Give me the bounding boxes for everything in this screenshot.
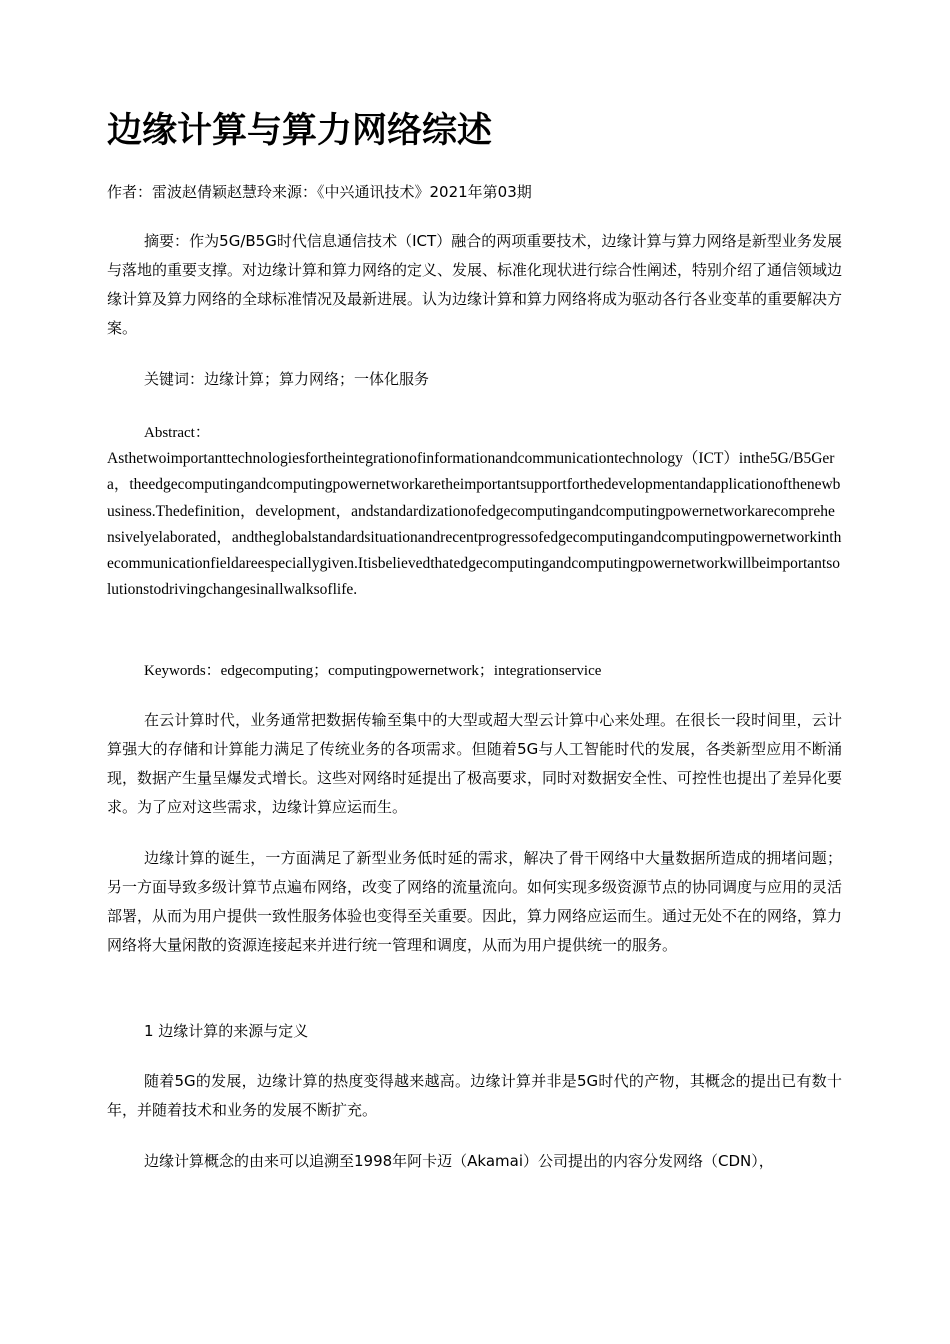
section-1-heading: 1 边缘计算的来源与定义 <box>144 1022 309 1040</box>
byline: 作者：雷波赵倩颖赵慧玲来源：《中兴通讯技术》2021年第03期 <box>107 183 532 201</box>
abstract-cn: 摘要：作为5G/B5G时代信息通信技术（ICT）融合的两项重要技术，边缘计算与算力网络是新型业务发展与落地的重要支撑。对边缘计算和算力网络的定义、发展、标准化现状进行综合性阐述，特别介绍了通信领域边缘计算及算力网络的全球标准情况及最新进展。认为边缘计算和算力网络将成为驱动各行各业变革的重要解决方案。 <box>107 232 843 337</box>
keywords-en: Keywords：edgecomputing；computingpowernetwork；integrationservice <box>144 663 602 679</box>
intro-paragraph-1: 在云计算时代，业务通常把数据传输至集中的大型或超大型云计算中心来处理。在很长一段时间里，云计算强大的存储和计算能力满足了传统业务的各项需求。但随着5G与人工智能时代的发展，各类新型应用不断涌现，数据产生量呈爆发式增长。这些对网络时延提出了极高要求，同时对数据安全性、可控性也提出了差异化要求。为了应对这些需求，边缘计算应运而生。 <box>107 711 843 816</box>
abstract-en-label: Abstract： <box>144 425 210 441</box>
intro-paragraph-2: 边缘计算的诞生，一方面满足了新型业务低时延的需求，解决了骨干网络中大量数据所造成的拥堵问题；另一方面导致多级计算节点遍布网络，改变了网络的流量流向。如何实现多级资源节点的协同调度与应用的灵活部署，从而为用户提供一致性服务体验也变得至关重要。因此，算力网络应运而生。通过无处不在的网络，算力网络将大量闲散的资源连接起来并进行统一管理和调度，从而为用户提供统一的服务。 <box>107 849 843 954</box>
section-1-paragraph-2: 边缘计算概念的由来可以追溯至1998年阿卡迈（Akamai）公司提出的内容分发网络（CDN）， <box>144 1152 774 1170</box>
abstract-en-body: Asthetwoimportanttechnologiesfortheintegrationofinformationandcommunicationtechnology（ICT）inthe5G/B5Gera，theedgecomputingandcomputingpowernetworkaretheimportantsupportforthedevelopmentandapplicationofthenewbusiness.Thedefinition，development，andstandardizationofedgecomputingandcomputingpowernetworkarecomprehensivelyelaborated，andtheglobalstandardsituationandrecentprogressofedgecomputingandcomputingpowernetworkinthecommunicationfieldareespeciallygiven.Itisbelievedthatedgecomputingandcomputingpowernetworkwillbeimportantsolutionstodrivingchangesinallwalksoflife. <box>107 450 842 599</box>
keywords-cn: 关键词：边缘计算；算力网络；一体化服务 <box>144 370 430 388</box>
document-title: 边缘计算与算力网络综述 <box>107 111 493 151</box>
section-1-paragraph-1: 随着5G的发展，边缘计算的热度变得越来越高。边缘计算并非是5G时代的产物，其概念的提出已有数十年，并随着技术和业务的发展不断扩充。 <box>107 1072 842 1119</box>
